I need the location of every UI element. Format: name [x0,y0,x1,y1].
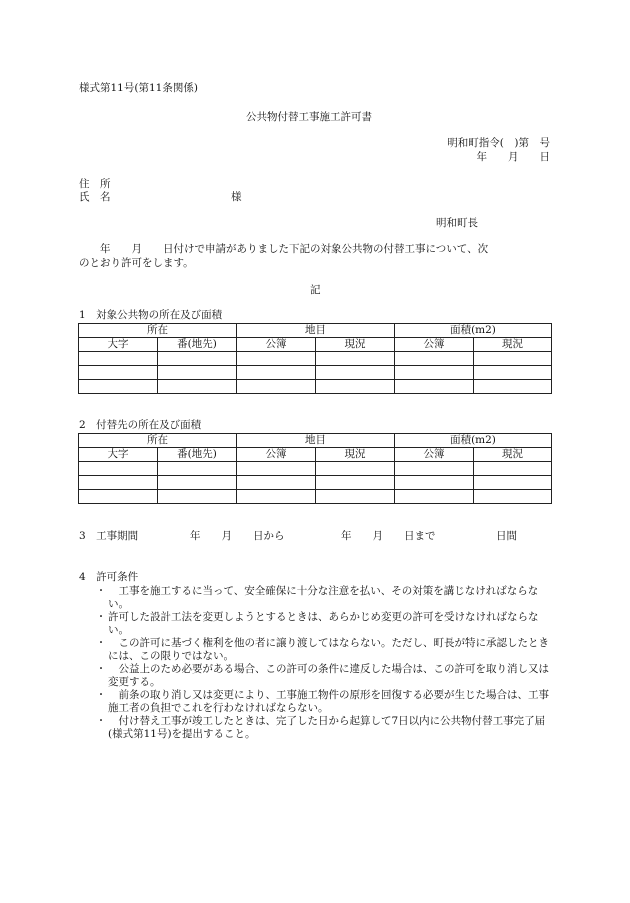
list-item [94,611,556,637]
table-cell [474,366,552,380]
table-cell [237,476,316,490]
table-cell [79,476,158,490]
table-cell [79,352,158,366]
section3-from-date: 年 月 日から [190,530,285,542]
table-cell [395,366,474,380]
reference-number: 明和町指令( )第 号 [447,137,550,149]
column-header: 現況 [474,448,552,462]
condition-text: 工事を施工するに当って、安全確保に十分な注意を払い、その対策を講じなければならない。 [108,585,539,610]
table-cell [79,490,158,504]
group-header-area: 面積(m2) [395,324,552,338]
issue-date: 年 月 日 [476,151,550,163]
list-item [94,637,556,663]
table-cell [158,490,237,504]
honorific: 様 [231,191,242,203]
section1-table [78,323,552,394]
list-item [94,689,556,715]
table-cell [316,380,395,394]
table-cell [474,462,552,476]
group-header-land-category: 地目 [237,434,395,448]
conditions-list [94,585,556,741]
table-row [79,462,552,476]
address-label: 住 所 [79,178,111,190]
list-item [94,663,556,689]
table-row [79,490,552,504]
table-cell [158,380,237,394]
intro-line-2: のとおり許可をします。 [79,257,194,269]
name-label: 氏 名 [79,191,111,203]
intro-line-1: 年 月 日付けで申請がありました下記の対象公共物の付替工事について、次 [79,243,489,255]
group-header-location: 所在 [79,434,237,448]
bullet: ・ [95,637,107,649]
section4-heading: 4 許可条件 [79,571,139,583]
table-cell [237,462,316,476]
condition-text: 前条の取り消し又は変更により、工事施工物件の原形を回復する必要が生じた場合は、工事施工者の負担でこれを行わなければならない。 [108,689,549,714]
table-cell [395,476,474,490]
table-column-header-row [79,448,552,462]
column-header: 大字 [79,338,158,352]
group-header-location: 所在 [79,324,237,338]
table-row [79,380,552,394]
form-number: 様式第11号(第11条関係) [79,82,198,94]
section1-heading: 1 対象公共物の所在及び面積 [79,309,223,321]
issuer: 明和町長 [436,217,478,229]
table-row [79,366,552,380]
column-header: 現況 [474,338,552,352]
column-header: 現況 [316,338,395,352]
bullet: ・ [95,611,107,623]
group-header-area: 面積(m2) [395,434,552,448]
column-header: 公簿 [395,448,474,462]
bullet: ・ [95,585,107,597]
column-header: 公簿 [395,338,474,352]
list-item [94,715,556,741]
table-cell [474,380,552,394]
table-cell [474,476,552,490]
table-cell [316,352,395,366]
column-header: 大字 [79,448,158,462]
table-cell [79,366,158,380]
bullet: ・ [95,663,107,675]
ki-heading: 記 [310,284,321,296]
table-cell [237,380,316,394]
table-cell [237,490,316,504]
column-header: 公簿 [237,448,316,462]
table-cell [158,476,237,490]
table-cell [395,380,474,394]
table-cell [79,380,158,394]
group-header-land-category: 地目 [237,324,395,338]
table-cell [237,366,316,380]
table-column-header-row [79,338,552,352]
table-cell [79,462,158,476]
table-row [79,476,552,490]
list-item [94,585,556,611]
condition-text: 公益上のため必要がある場合、この許可の条件に違反した場合は、この許可を取り消し又は変更する。 [108,663,549,688]
section2-table [78,433,552,504]
table-cell [316,490,395,504]
table-group-header-row [79,324,552,338]
section2-heading: 2 付替先の所在及び面積 [79,419,202,431]
section3-days: 日間 [496,530,517,542]
column-header: 番(地先) [158,448,237,462]
table-cell [158,462,237,476]
condition-text: 許可した設計工法を変更しようとするときは、あらかじめ変更の許可を受けなければならない。 [108,611,539,636]
table-row [79,352,552,366]
section3-label: 3 工事期間 [79,530,139,542]
table-group-header-row [79,434,552,448]
column-header: 現況 [316,448,395,462]
table-cell [395,462,474,476]
table-cell [237,352,316,366]
condition-text: 付け替え工事が竣工したときは、完了した日から起算して7日以内に公共物付替工事完了届(様式第11号)を提出すること。 [108,715,546,740]
column-header: 番(地先) [158,338,237,352]
table-cell [395,352,474,366]
bullet: ・ [95,715,107,727]
table-cell [316,476,395,490]
table-cell [158,366,237,380]
table-cell [474,490,552,504]
table-cell [395,490,474,504]
document-title: 公共物付替工事施工許可書 [246,111,372,123]
bullet: ・ [95,689,107,701]
condition-text: この許可に基づく権利を他の者に譲り渡してはならない。ただし、町長が特に承認したときには、この限りではない。 [108,637,549,662]
table-cell [474,352,552,366]
table-cell [316,462,395,476]
table-cell [316,366,395,380]
column-header: 公簿 [237,338,316,352]
section3-to-date: 年 月 日まで [341,530,436,542]
table-cell [158,352,237,366]
